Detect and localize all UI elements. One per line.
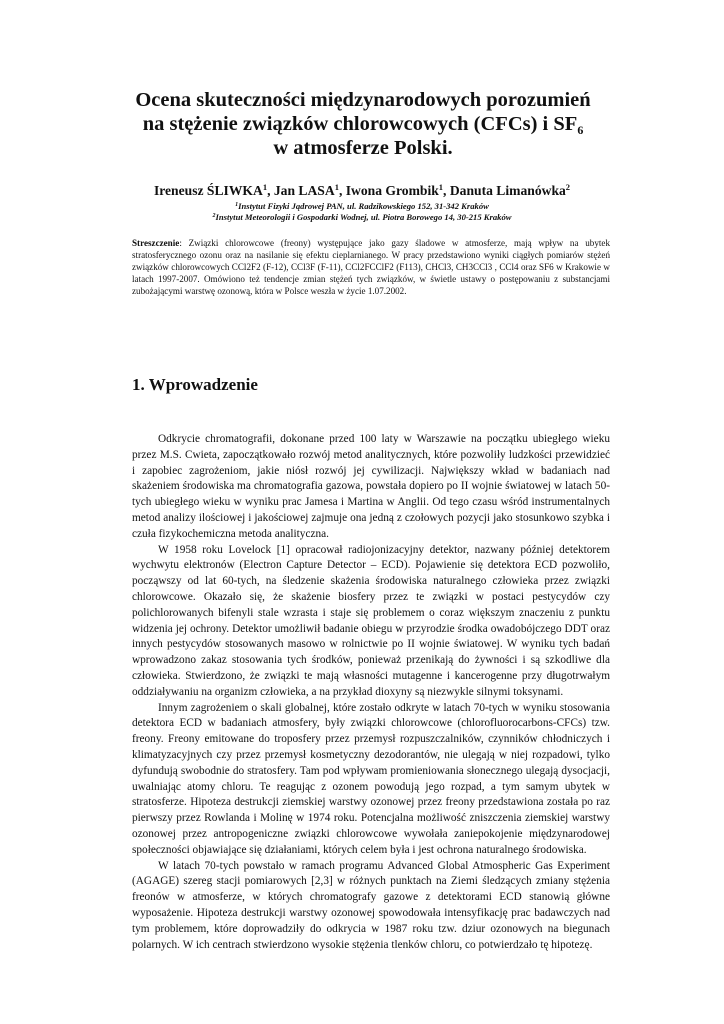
author-separator: , [338,183,346,198]
author-name: Danuta Limanówka [449,183,566,198]
affiliation-text: Instytut Meteorologii i Gospodarki Wodnej, ul. Piotra Borowego 14, 30-215 Kraków [215,212,512,222]
title-line-2 [110,112,616,136]
body-text [132,432,610,953]
paragraph: Innym zagrożeniem o skali globalnej, które zostało odkryte w latach 70-tych w wyniku stosowania detektora ECD w badaniach atmosfery, były związki chlorowcowe (chlorofluorocarbons-CFCs) tzw. freony. Freony emitowane do troposfery przez przemysł rozpuszczalników, czynników chłodniczych i klimatyzacyjnych czy przez przemysł kosmetyczny dezodorantów, nie ulegają w niej rozpadowi, tylko dyfundują swobodnie do stratosfery. Tam pod wpływam promieniowania słonecznego ulegają dysocjacji, uwalniając atomy chloru. Te reagując z ozonem powodują jego rozpad, a tym samym ubytek w stratosferze. Hipoteza destrukcji ziemskiej warstwy ozonowej przez freony przedstawiona została po raz pierwszy przez Rowlanda i Molinę w 1974 roku. Potencjalna możliwość zniszczenia ziemskiej warstwy ozonowej przez antropogeniczne związki chlorowcowe wywołała zaniepokojenie międzynarodowej społeczności objawiające się działaniami, których celem była i jest ochrona naturalnego środowiska. [132,701,610,856]
affiliation-1 [100,201,624,212]
abstract-text: : Związki chlorowcowe (freony) występujące jako gazy śladowe w atmosferze, mają wpływ na ubytek stratosferycznego ozonu oraz na nasilanie się efektu cieplarnianego. W pracy przedstawiono wyniki ciągłych pomiarów stężeń związków chlorowcowych CCl2F2 (F-12), CCl3F (F-11), CCl2FCClF2 (F113), CHCl3, CH3CCl3 , CCl4 oraz SF6 w Krakowie w latach 1997-2007. Omówiono też tendencje zmian stężeń tych związków, w świetle ustawy o postępowaniu z substancjami zubożającymi warstwę ozonową, która w Polsce weszła w życie 1.07.2002. [132,238,610,296]
paragraph: W 1958 roku Lovelock [1] opracował radiojonizacyjny detektor, nazwany później detektorem wychwytu elektronów (Electron Capture Detector – ECD). Pojawienie się detektora ECD pozwoliło, począwszy od lat 60-tych, na śledzenie skażenia środowiska naturalnego człowieka przez związki chlorowcowe. Okazało się, że skażenie biosfery przez te związki w postaci pestycydów czy polichlorowanych bifenyli stale wzrasta i staje się problemem o coraz większym znaczeniu z punktu widzenia jej ochrony. Detektor umożliwił badanie obiegu w przyrodzie środka owadobójczego DDT oraz innych pestycydów stosowanych masowo w rolnictwie po II wojnie światowej. W wyniku tych badań wprowadzono zakaz stosowania tych środków, ponieważ przenikają do żywności i są szkodliwe dla człowieka. Stwierdzono, że związki te mają własności mutagenne i kancerogenne przy długotrwałym oddziaływaniu na organizm człowieka, a na przykład dioxyny są niezwykle silnymi toksynami. [132,543,610,698]
author-separator: , [267,183,274,198]
author-name: Iwona Grombik [345,183,439,198]
affiliation-2 [100,212,624,223]
paragraph: W latach 70-tych powstało w ramach programu Advanced Global Atmospheric Gas Experiment (AGAGE) szereg stacji pomiarowych [2,3] w różnych punktach na Ziemi śledzących zmiany stężenia freonów w atmosferze, w których chromatografy gazowe z detektorami ECD stanowią główne wyposażenie. Hipoteza destrukcji warstwy ozonowej spowodowała intensyfikację prac badawczych nad tym problemem, które doprowadziły do odkrycia w 1987 roku tzw. dziur ozonowych na biegunach polarnych. W ich centrach stwierdzono wysokie stężenia tlenków chloru, co potwierdzało tę hipotezę. [132,859,610,951]
section-heading: 1. Wprowadzenie [132,375,258,394]
abstract [132,238,610,298]
author-name: Jan LASA [273,183,335,198]
abstract-label: Streszczenie [132,238,180,248]
author-name: Ireneusz ŚLIWKA [153,183,263,198]
title-line-2-text: na stężenie związków chlorowcowych (CFCs) i SF [142,113,578,135]
title-line-3: w atmosferze Polski. [273,137,453,159]
author-list [100,183,624,199]
author-affiliation-mark: 2 [565,182,571,192]
title-line-1: Ocena skuteczności międzynarodowych porozumień [135,89,591,111]
affiliation-mark: 2 [212,213,216,219]
author-affiliation-mark: 1 [334,182,339,192]
author-separator: , [443,183,450,198]
affiliation-mark: 1 [235,202,239,208]
paper-title [110,88,616,160]
paragraph: Odkrycie chromatografii, dokonane przed 100 laty w Warszawie na początku ubiegłego wieku przez M.S. Cwieta, zapoczątkowało rozwój metod analitycznych, które pozwoliły ludzkości przewidzieć i zapobiec zagrożeniom, jakie niósł rozwój jej cywilizacji. Największy wkład w badaniach nad skażeniem środowiska ma chromatografia gazowa, powstała dopiero po II wojnie światowej w latach 50-tych ubiegłego wieku w wyniku prac Jamesa i Martina w Anglii. Od tego czasu wśród instrumentalnych metod analizy ilościowej i jakościowej zajmuje ona jedną z czołowych pozycji jako stosunkowo szybka i czuła fizykochemiczna metoda analityczna. [132,433,610,540]
author [274,183,346,198]
title-subscript: 6 [577,123,584,137]
author [450,183,570,198]
author-affiliation-mark: 1 [262,182,268,192]
affiliation-text: Instytut Fizyki Jądrowej PAN, ul. Radzikowskiego 152, 31-342 Kraków [238,201,489,211]
author [346,183,450,198]
author [154,183,274,198]
author-affiliation-mark: 1 [438,182,444,192]
